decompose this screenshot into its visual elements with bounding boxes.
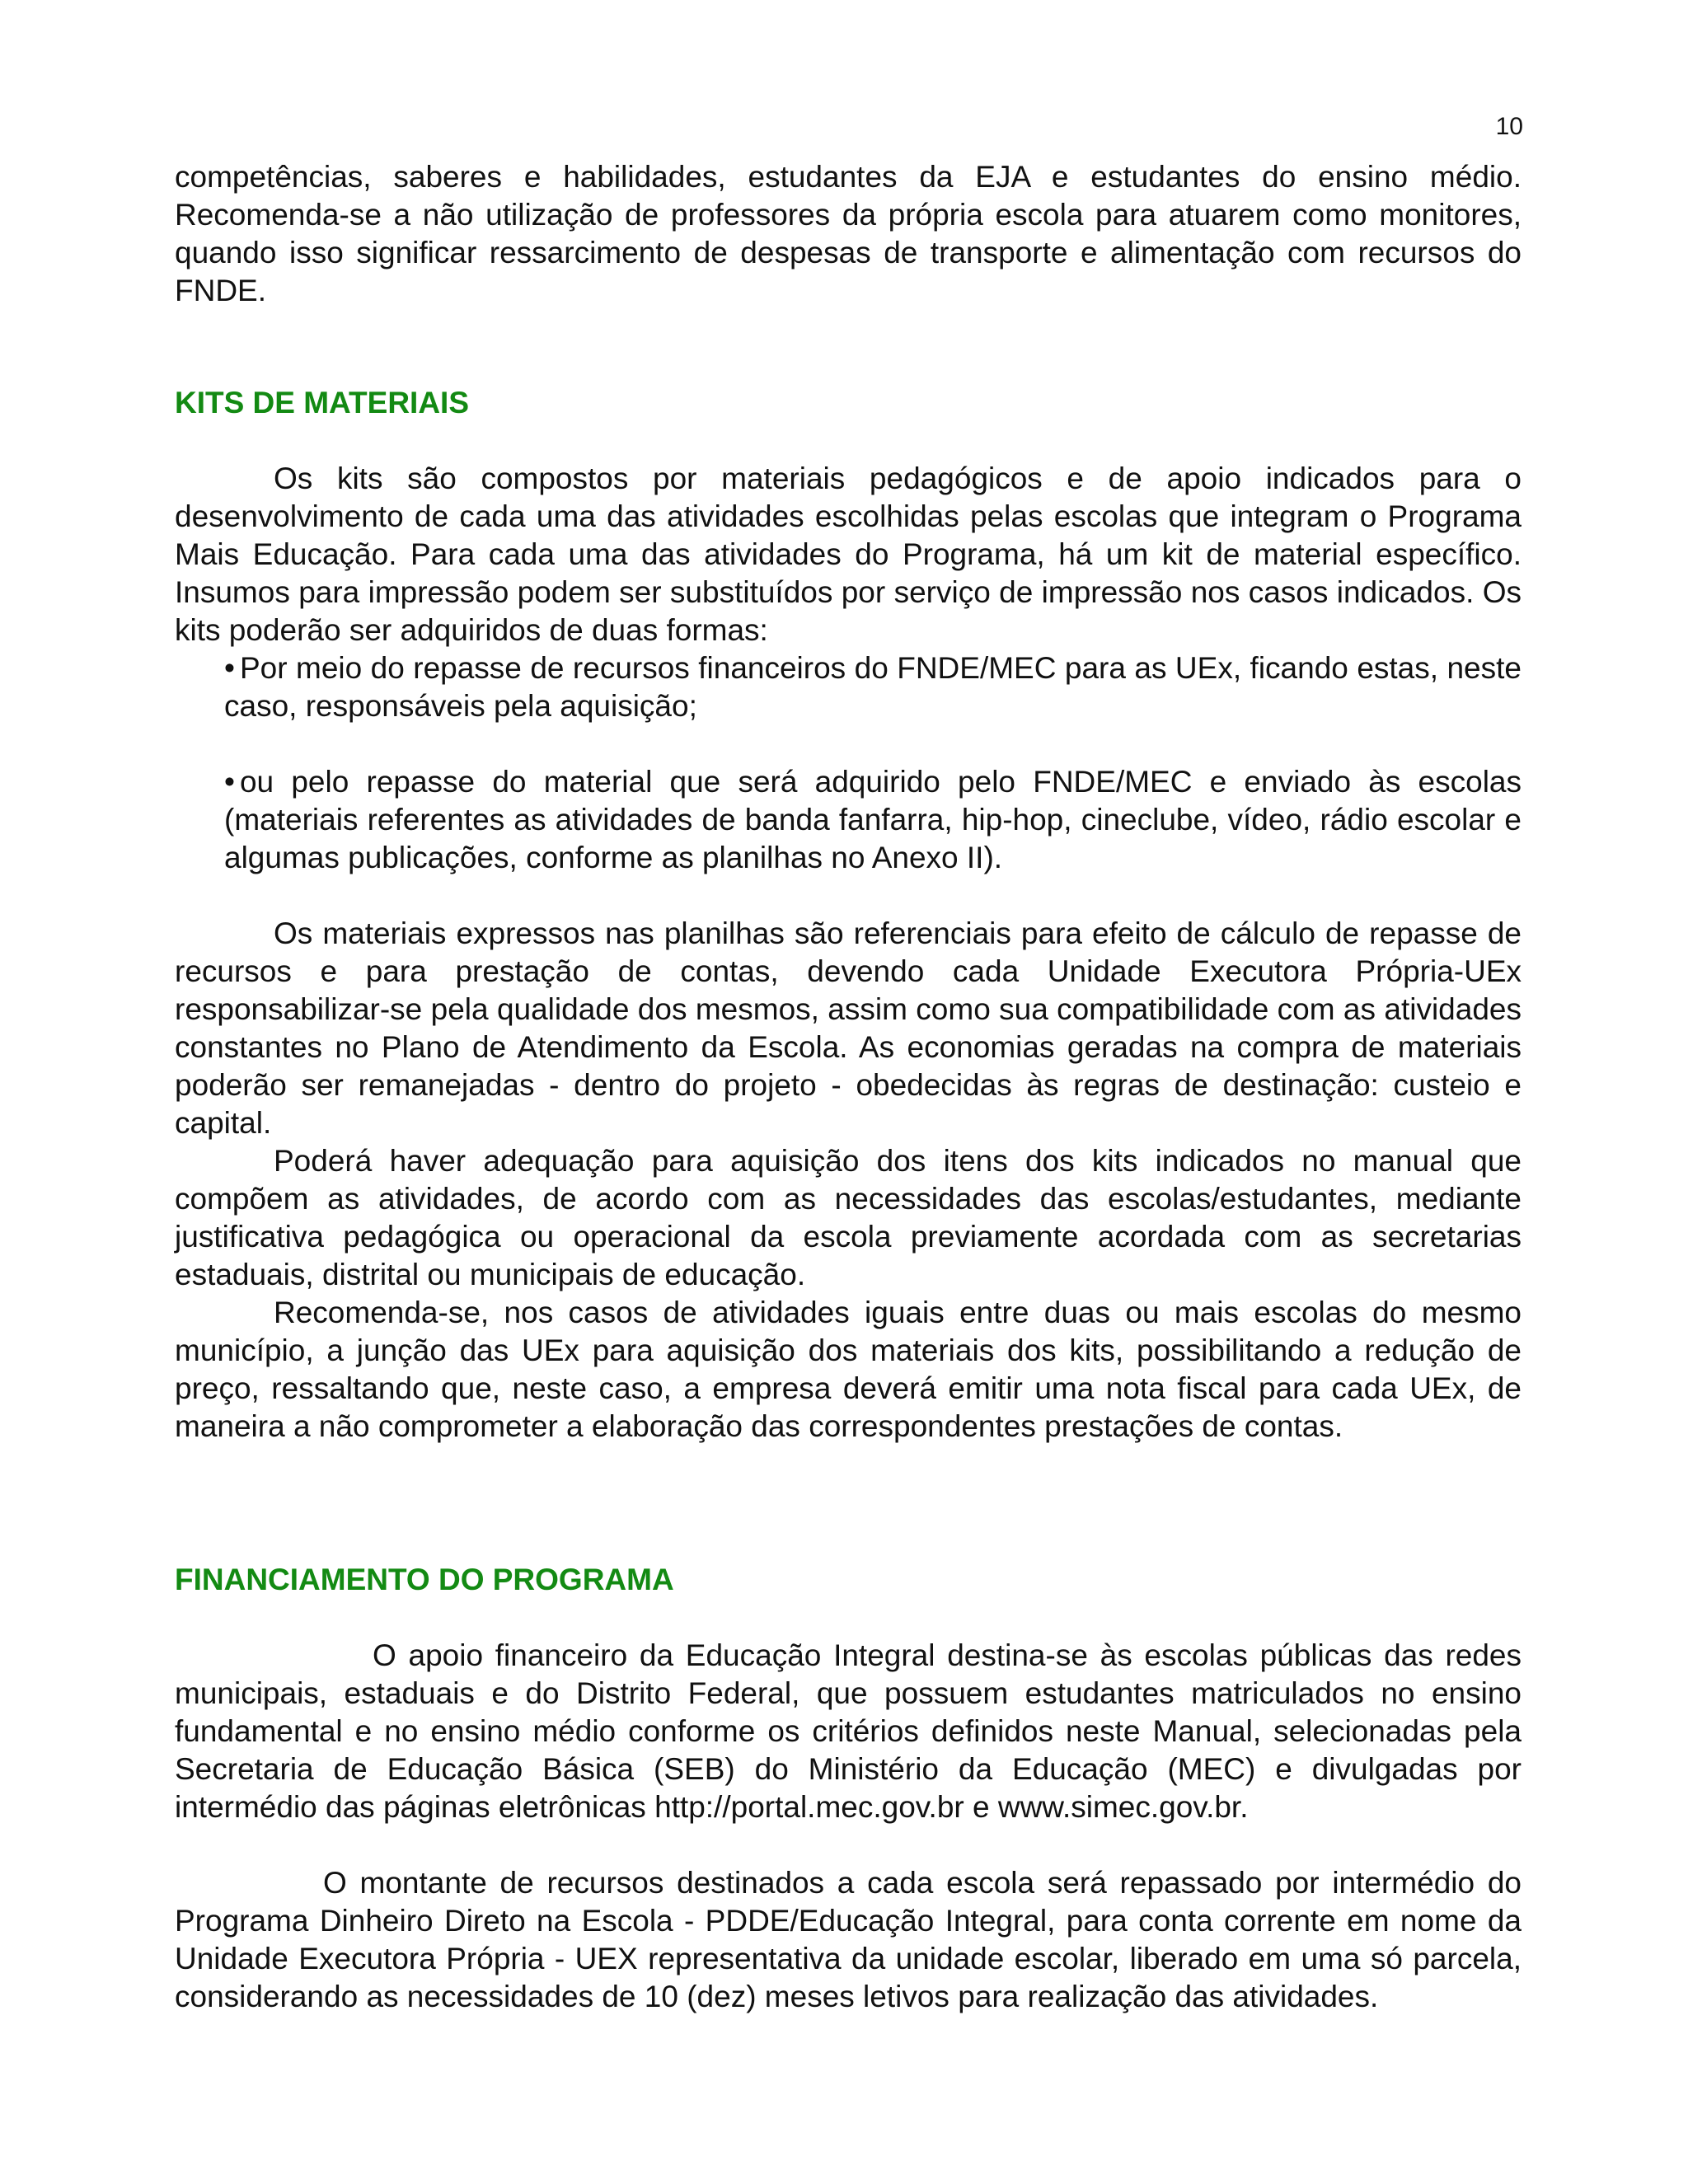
financiamento-heading: FINANCIAMENTO DO PROGRAMA bbox=[175, 1563, 674, 1596]
kits-paragraph-1: Os kits são compostos por materiais pedagógicos e de apoio indicados para o desenvolvimento de cada uma das atividades escolhidas pelas escolas que integram o Programa Mais Educação. Para cada uma das atividades do Programa, há um kit de material específico. Insumos para impressão podem ser substituídos por serviço de impressão nos casos indicados. Os kits poderão ser adquiridos de duas formas: bbox=[175, 462, 1522, 647]
kits-bullet-1-text: Por meio do repasse de recursos financeiros do FNDE/MEC para as UEx, ficando estas, neste caso, responsáveis pela aquisição; bbox=[224, 651, 1522, 723]
financiamento-paragraph-2: O montante de recursos destinados a cada escola será repassado por intermédio do Programa Dinheiro Direto na Escola - PDDE/Educação Integral, para conta corrente em nome da Unidade Executora Própria - UEX representativa da unidade escolar, liberado em uma só parcela, considerando as necessidades de 10 (dez) meses letivos para realização das atividades. bbox=[175, 1866, 1522, 2013]
kits-paragraph-3: Poderá haver adequação para aquisição dos itens dos kits indicados no manual que compõem as atividades, de acordo com as necessidades das escolas/estudantes, mediante justificativa pedagógica ou operacional da escola previamente acordada com as secretarias estaduais, distrital ou municipais de educação. bbox=[175, 1144, 1522, 1291]
kits-heading: KITS DE MATERIAIS bbox=[175, 386, 469, 419]
bullet-icon: • bbox=[224, 765, 235, 799]
kits-bullet-1 bbox=[224, 649, 1522, 725]
kits-paragraph-4: Recomenda-se, nos casos de atividades iguais entre duas ou mais escolas do mesmo município, a junção das UEx para aquisição dos materiais dos kits, possibilitando a redução de preço, ressaltando que, neste caso, a empresa deverá emitir uma nota fiscal para cada UEx, de maneira a não comprometer a elaboração das correspondentes prestações de contas. bbox=[175, 1296, 1522, 1443]
page-number: 10 bbox=[1495, 113, 1523, 140]
kits-paragraph-2: Os materiais expressos nas planilhas são referenciais para efeito de cálculo de repasse de recursos e para prestação de contas, devendo cada Unidade Executora Própria-UEx responsabilizar-se pela qualidade dos mesmos, assim como sua compatibilidade com as atividades constantes no Plano de Atendimento da Escola. As economias geradas na compra de materiais poderão ser remanejadas - dentro do projeto - obedecidas às regras de destinação: custeio e capital. bbox=[175, 916, 1522, 1140]
kits-bullet-2-text: ou pelo repasse do material que será adquirido pelo FNDE/MEC e enviado às escolas (materiais referentes as atividades de banda fanfarra, hip-hop, cineclube, vídeo, rádio escolar e algumas publicações, conforme as planilhas no Anexo II). bbox=[224, 765, 1522, 874]
bullet-icon: • bbox=[224, 651, 235, 685]
intro-paragraph: competências, saberes e habilidades, estudantes da EJA e estudantes do ensino médio. Recomenda-se a não utilização de professores da própria escola para atuarem como monitores, quando isso significar ressarcimento de despesas de transporte e alimentação com recursos do FNDE. bbox=[175, 160, 1522, 307]
kits-bullet-2 bbox=[224, 763, 1522, 877]
financiamento-paragraph-1: O apoio financeiro da Educação Integral destina-se às escolas públicas das redes municipais, estaduais e do Distrito Federal, que possuem estudantes matriculados no ensino fundamental e no ensino médio conforme os critérios definidos neste Manual, selecionadas pela Secretaria de Educação Básica (SEB) do Ministério da Educação (MEC) e divulgadas por intermédio das páginas eletrônicas http://portal.mec.gov.br e www.simec.gov.br. bbox=[175, 1638, 1522, 1824]
